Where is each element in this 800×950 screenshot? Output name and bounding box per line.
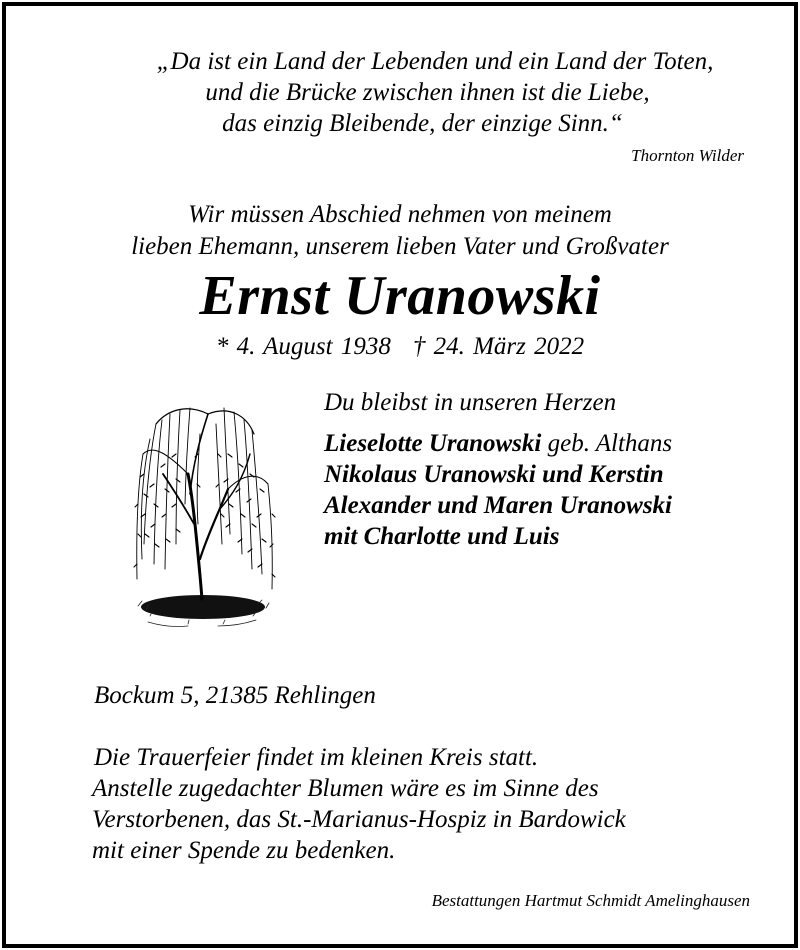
family-member-son-2: Alexander und Maren Uranowski [324,492,672,519]
quote-block [6,46,794,139]
widow-maiden-name: geb. Althans [541,430,673,457]
family-address: Bockum 5, 21385 Rehlingen [94,682,376,709]
quote-line-1: „Da ist ein Land der Lebenden und ein Land der Toten, [156,48,714,75]
notice-line-4: mit einer Spende zu bedenken. [92,837,396,864]
life-dates [6,333,794,361]
family-member-son: Nikolaus Uranowski und Kerstin [324,461,664,488]
widow-name: Lieselotte Uranowski [324,430,542,457]
undertaker-credit: Bestattungen Hartmut Schmidt Amelinghausen [431,891,750,910]
quote-line-3: das einzig Bleibende, der einzige Sinn.“ [222,110,623,137]
notice-line-2: Anstelle zugedachter Blumen wäre es im Sinne des [92,775,599,802]
family-list [324,428,672,552]
intro-text [6,199,794,263]
obituary-notice [2,2,798,948]
birth-date: * 4. August 1938 [215,333,391,360]
intro-line-1: Wir müssen Abschied nehmen von meinem [188,201,612,228]
quote-line-2: und die Brücke zwischen ihnen ist die Liebe, [205,79,650,106]
notice-line-3: Verstorbenen, das St.-Marianus-Hospiz in Bardowick [92,806,626,833]
deceased-name: Ernst Uranowski [199,265,601,327]
notice-line-1: Die Trauerfeier findet im kleinen Kreis statt. [94,744,539,771]
family-member-widow [324,428,672,459]
quote-author: Thornton Wilder [631,146,744,165]
family-grandchildren: mit Charlotte und Luis [324,523,560,550]
farewell-line: Du bleibst in unseren Herzen [324,389,617,416]
death-date: † 24. März 2022 [412,333,585,360]
funeral-notice [92,742,626,866]
intro-line-2: lieben Ehemann, unserem lieben Vater und Großvater [131,233,669,260]
weeping-willow-icon [128,394,278,644]
